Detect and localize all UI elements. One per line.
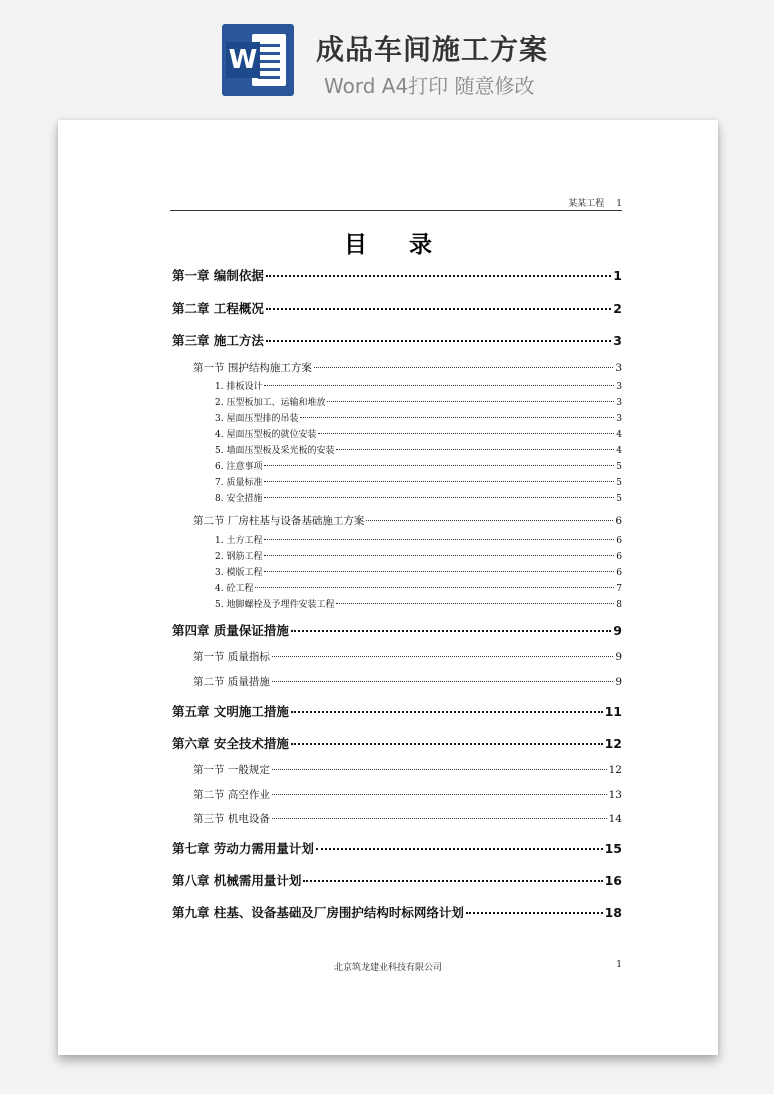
toc-entry-label: 第二章 工程概况	[172, 301, 264, 316]
toc-entry-label: 第三节 机电设备	[193, 813, 270, 825]
toc-entry[interactable]	[172, 702, 622, 720]
toc-entry[interactable]	[215, 411, 622, 424]
toc-leader-dots	[264, 497, 614, 498]
toc-entry-label: 7. 质量标准	[215, 478, 263, 488]
toc-entry[interactable]	[193, 762, 622, 777]
toc-leader-dots	[266, 340, 611, 342]
toc-entry[interactable]	[193, 674, 622, 689]
toc-leader-dots	[272, 681, 613, 682]
toc-leader-dots	[266, 275, 611, 277]
toc-leader-dots	[264, 555, 614, 556]
toc-entry-page: 3	[616, 414, 622, 424]
toc-entry-page: 3	[616, 382, 622, 392]
toc-entry[interactable]	[215, 581, 622, 594]
toc-entry-label: 第二节 高空作业	[193, 789, 270, 801]
toc-entry-label: 6. 注意事项	[215, 462, 263, 472]
footer-page-number: 1	[616, 960, 622, 970]
toc-entry-label: 2. 压型板加工、运输和堆放	[215, 398, 326, 408]
toc-leader-dots	[300, 417, 614, 418]
toc-entry-page: 16	[604, 873, 622, 888]
toc-leader-dots	[272, 794, 607, 795]
toc-entry-label: 第一节 围护结构施工方案	[193, 362, 312, 374]
page-header	[170, 196, 622, 211]
toc-leader-dots	[316, 848, 603, 850]
toc-entry-page: 3	[615, 362, 622, 374]
toc-leader-dots	[272, 769, 607, 770]
toc-entry[interactable]	[193, 360, 622, 375]
word-icon-letter: W	[226, 42, 260, 78]
toc-entry-page: 12	[608, 764, 622, 776]
toc-leader-dots	[366, 520, 613, 521]
toc-entry-page: 13	[608, 789, 622, 801]
toc-leader-dots	[336, 449, 614, 450]
toc-entry-page: 7	[616, 584, 622, 594]
toc-leader-dots	[255, 587, 614, 588]
toc-entry-label: 第六章 安全技术措施	[172, 736, 289, 751]
toc-entry-page: 18	[604, 905, 622, 920]
toc-leader-dots	[314, 367, 613, 368]
toc-leader-dots	[264, 385, 614, 386]
toc-entry-page: 6	[615, 515, 622, 527]
toc-entry[interactable]	[172, 903, 622, 921]
toc-entry[interactable]	[172, 331, 622, 349]
header-text: 某某工程	[568, 199, 605, 209]
toc-leader-dots	[264, 481, 614, 482]
toc-entry[interactable]	[215, 533, 622, 546]
toc-entry-label: 第一节 一般规定	[193, 764, 270, 776]
toc-leader-dots	[291, 630, 611, 632]
toc-entry-page: 1	[613, 268, 622, 283]
toc-entry-label: 4. 砼工程	[215, 584, 254, 594]
toc-leader-dots	[303, 880, 602, 882]
toc-entry-label: 第二节 质量措施	[193, 676, 270, 688]
toc-leader-dots	[291, 743, 603, 745]
toc-entry-label: 4. 屋面压型板的就位安装	[215, 430, 317, 440]
toc-entry-page: 5	[616, 462, 622, 472]
toc-entry-label: 3. 模版工程	[215, 568, 263, 578]
toc-entry-page: 9	[615, 676, 622, 688]
toc-entry[interactable]	[172, 871, 622, 889]
toc-entry-label: 2. 钢筋工程	[215, 552, 263, 562]
toc-entry[interactable]	[215, 491, 622, 504]
toc-entry[interactable]	[193, 513, 622, 528]
toc-leader-dots	[264, 539, 614, 540]
toc-entry[interactable]	[215, 565, 622, 578]
toc-title: 目录	[344, 232, 474, 258]
toc-entry-label: 第七章 劳动力需用量计划	[172, 841, 314, 856]
toc-entry-page: 12	[604, 736, 622, 751]
toc-leader-dots	[272, 818, 607, 819]
toc-entry[interactable]	[172, 839, 622, 857]
toc-entry-page: 5	[616, 494, 622, 504]
toc-entry[interactable]	[172, 299, 622, 317]
toc-entry-page: 4	[616, 430, 622, 440]
toc-entry[interactable]	[215, 475, 622, 488]
toc-leader-dots	[327, 401, 614, 402]
toc-entry-label: 第八章 机械需用量计划	[172, 873, 302, 888]
toc-entry[interactable]	[172, 266, 622, 284]
toc-entry-label: 1. 土方工程	[215, 536, 263, 546]
toc-leader-dots	[291, 711, 603, 713]
document-page	[58, 120, 718, 1055]
toc-leader-dots	[264, 465, 614, 466]
toc-entry-page: 2	[613, 301, 622, 316]
toc-entry-label: 第一章 编制依据	[172, 268, 264, 283]
toc-entry[interactable]	[215, 443, 622, 456]
toc-entry[interactable]	[215, 427, 622, 440]
toc-entry[interactable]	[172, 734, 622, 752]
toc-entry-page: 4	[616, 446, 622, 456]
toc-entry-page: 11	[604, 704, 622, 719]
toc-entry-page: 9	[615, 651, 622, 663]
toc-entry-page: 15	[604, 841, 622, 856]
toc-entry-page: 8	[616, 600, 622, 610]
toc-entry-label: 5. 墙面压型板及采光板的安装	[215, 446, 335, 456]
toc-entry-page: 6	[616, 536, 622, 546]
page-footer: 北京筑龙建业科技有限公司	[333, 963, 442, 973]
toc-entry[interactable]	[215, 549, 622, 562]
toc-entry-label: 第一节 质量指标	[193, 651, 270, 663]
toc-entry-label: 第五章 文明施工措施	[172, 704, 289, 719]
toc-entry[interactable]	[193, 649, 622, 664]
toc-entry-label: 5. 地脚螺栓及予埋件安装工程	[215, 600, 335, 610]
toc-leader-dots	[466, 912, 603, 914]
toc-entry-page: 5	[616, 478, 622, 488]
toc-entry[interactable]	[215, 459, 622, 472]
toc-leader-dots	[272, 656, 613, 657]
toc-entry-label: 8. 安全措施	[215, 494, 263, 504]
toc-entry-page: 3	[613, 333, 622, 348]
toc-entry[interactable]	[193, 787, 622, 802]
toc-entry-label: 第九章 柱基、设备基础及厂房围护结构时标网络计划	[172, 905, 464, 920]
toc-entry-page: 14	[608, 813, 622, 825]
word-icon	[222, 24, 294, 96]
toc-entry-label: 第三章 施工方法	[172, 333, 264, 348]
toc-leader-dots	[318, 433, 614, 434]
banner	[0, 0, 774, 118]
toc-entry-page: 9	[613, 623, 622, 638]
toc-leader-dots	[266, 308, 611, 310]
toc-entry-label: 第四章 质量保证措施	[172, 623, 289, 638]
banner-subtitle: Word A4打印 随意修改	[324, 74, 535, 98]
banner-title: 成品车间施工方案	[316, 33, 549, 66]
header-page-number: 1	[616, 199, 622, 209]
toc-entry-page: 6	[616, 552, 622, 562]
toc-entry[interactable]	[215, 395, 622, 408]
toc-entry-label: 第二节 厂房柱基与设备基础施工方案	[193, 515, 365, 527]
toc-entry-page: 3	[616, 398, 622, 408]
toc-entry-label: 1. 排板设计	[215, 382, 263, 392]
toc-entry-page: 6	[616, 568, 622, 578]
toc-leader-dots	[264, 571, 614, 572]
toc-entry-label: 3. 屋面压型排的吊装	[215, 414, 299, 424]
toc-leader-dots	[336, 603, 614, 604]
toc-entry[interactable]	[172, 621, 622, 639]
toc-entry[interactable]	[215, 597, 622, 610]
toc-entry[interactable]	[193, 811, 622, 826]
toc-entry[interactable]	[215, 379, 622, 392]
